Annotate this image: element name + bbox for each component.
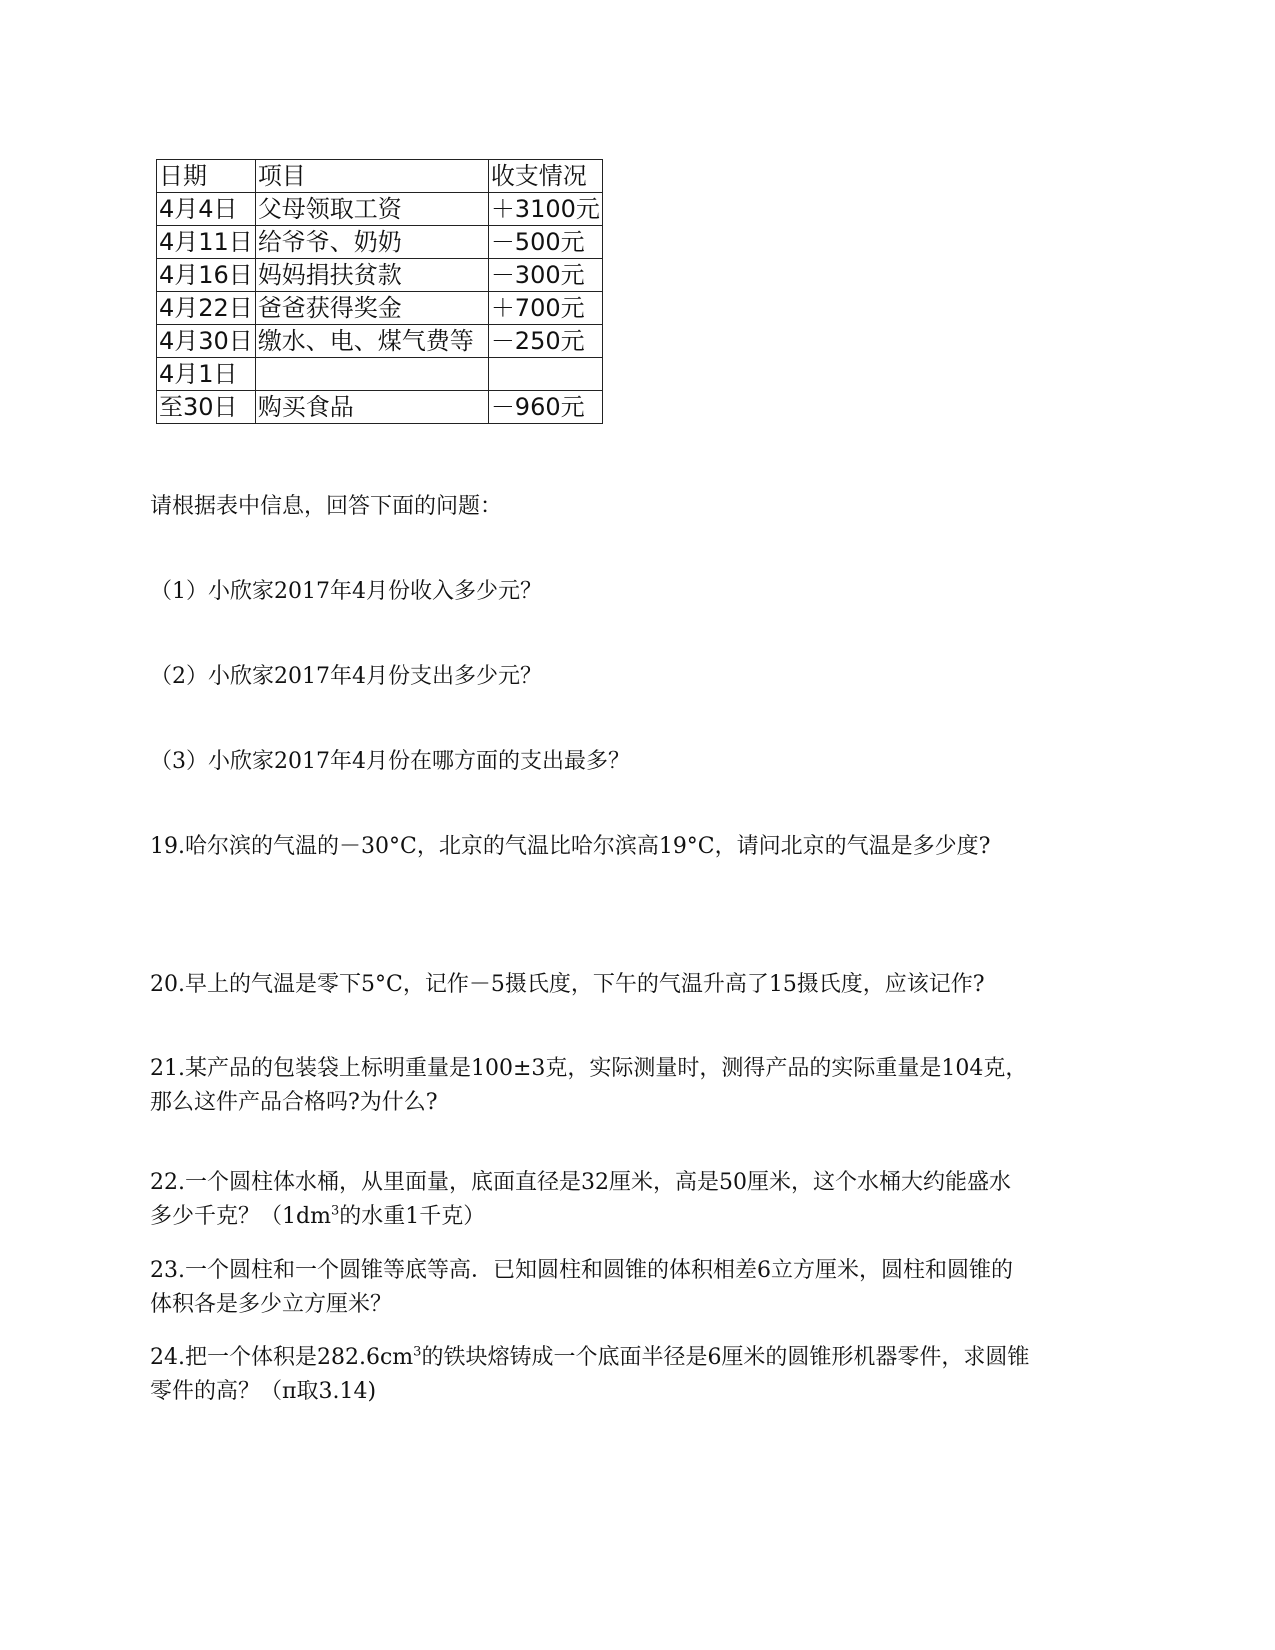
table-cell: －300元: [488, 259, 602, 292]
table-cell: 父母领取工资: [255, 193, 488, 226]
income-expense-table-container: [156, 159, 603, 424]
table-cell: ＋700元: [488, 292, 602, 325]
table-row: [157, 160, 603, 193]
problem-19: 19.哈尔滨的气温的－30°C，北京的气温比哈尔滨高19°C，请问北京的气温是多少度?: [150, 834, 991, 859]
table-cell: 爸爸获得奖金: [255, 292, 488, 325]
question-3: （3）小欣家2017年4月份在哪方面的支出最多？: [150, 749, 630, 774]
problem-24-text-a: 24.把一个体积是282.6cm: [150, 1345, 414, 1370]
problem-24: [150, 1341, 1130, 1409]
problem-22-superscript: 3: [330, 1203, 340, 1219]
table-row: [157, 193, 603, 226]
table-row: [157, 259, 603, 292]
problem-24-text-b: 的铁块熔铸成一个底面半径是6厘米的圆锥形机器零件，求圆锥 零件的高？（π取3.14): [150, 1345, 1030, 1404]
table-row: [157, 292, 603, 325]
table-cell: 给爷爷、奶奶: [255, 226, 488, 259]
table-cell: 妈妈捐扶贫款: [255, 259, 488, 292]
table-cell: 4月30日: [157, 325, 256, 358]
table-cell: 购买食品: [255, 391, 488, 424]
table-row: [157, 391, 603, 424]
table-cell: 4月4日: [157, 193, 256, 226]
table-cell: ＋3100元: [488, 193, 602, 226]
table-row: [157, 325, 603, 358]
table-cell: 4月11日: [157, 226, 256, 259]
table-cell: －250元: [488, 325, 602, 358]
problem-22-text-a: 22.一个圆柱体水桶，从里面量，底面直径是32厘米，高是50厘米，这个水桶大约能盛水 多少千克？（1dm: [150, 1170, 1011, 1229]
table-cell: 收支情况: [488, 160, 602, 193]
table-cell: [488, 358, 602, 391]
table-cell: 日期: [157, 160, 256, 193]
intro-text: 请根据表中信息，回答下面的问题：: [150, 494, 503, 519]
table-cell: 缴水、电、煤气费等: [255, 325, 488, 358]
question-1: （1）小欣家2017年4月份收入多少元？: [150, 579, 542, 604]
question-2: （2）小欣家2017年4月份支出多少元？: [150, 664, 542, 689]
table-cell: 项目: [255, 160, 488, 193]
problem-20: 20.早上的气温是零下5°C，记作－5摄氏度，下午的气温升高了15摄氏度，应该记作?: [150, 972, 985, 997]
income-expense-table: [156, 159, 603, 424]
table-cell: －500元: [488, 226, 602, 259]
problem-22-text-b: 的水重1千克）: [339, 1204, 486, 1229]
table-cell: 4月22日: [157, 292, 256, 325]
problem-22: [150, 1166, 1130, 1234]
table-cell: 4月1日: [157, 358, 256, 391]
problem-23: 23.一个圆柱和一个圆锥等底等高．已知圆柱和圆锥的体积相差6立方厘米，圆柱和圆锥的 体积各是多少立方厘米？: [150, 1258, 1013, 1317]
problem-21: 21.某产品的包装袋上标明重量是100±3克，实际测量时，测得产品的实际重量是104克， 那么这件产品合格吗?为什么?: [150, 1056, 1028, 1115]
table-body: [157, 160, 603, 424]
table-cell: 至30日: [157, 391, 256, 424]
table-cell: [255, 358, 488, 391]
problem-24-superscript: 3: [413, 1344, 422, 1360]
table-row: [157, 226, 603, 259]
table-cell: －960元: [488, 391, 602, 424]
table-cell: 4月16日: [157, 259, 256, 292]
table-row: [157, 358, 603, 391]
